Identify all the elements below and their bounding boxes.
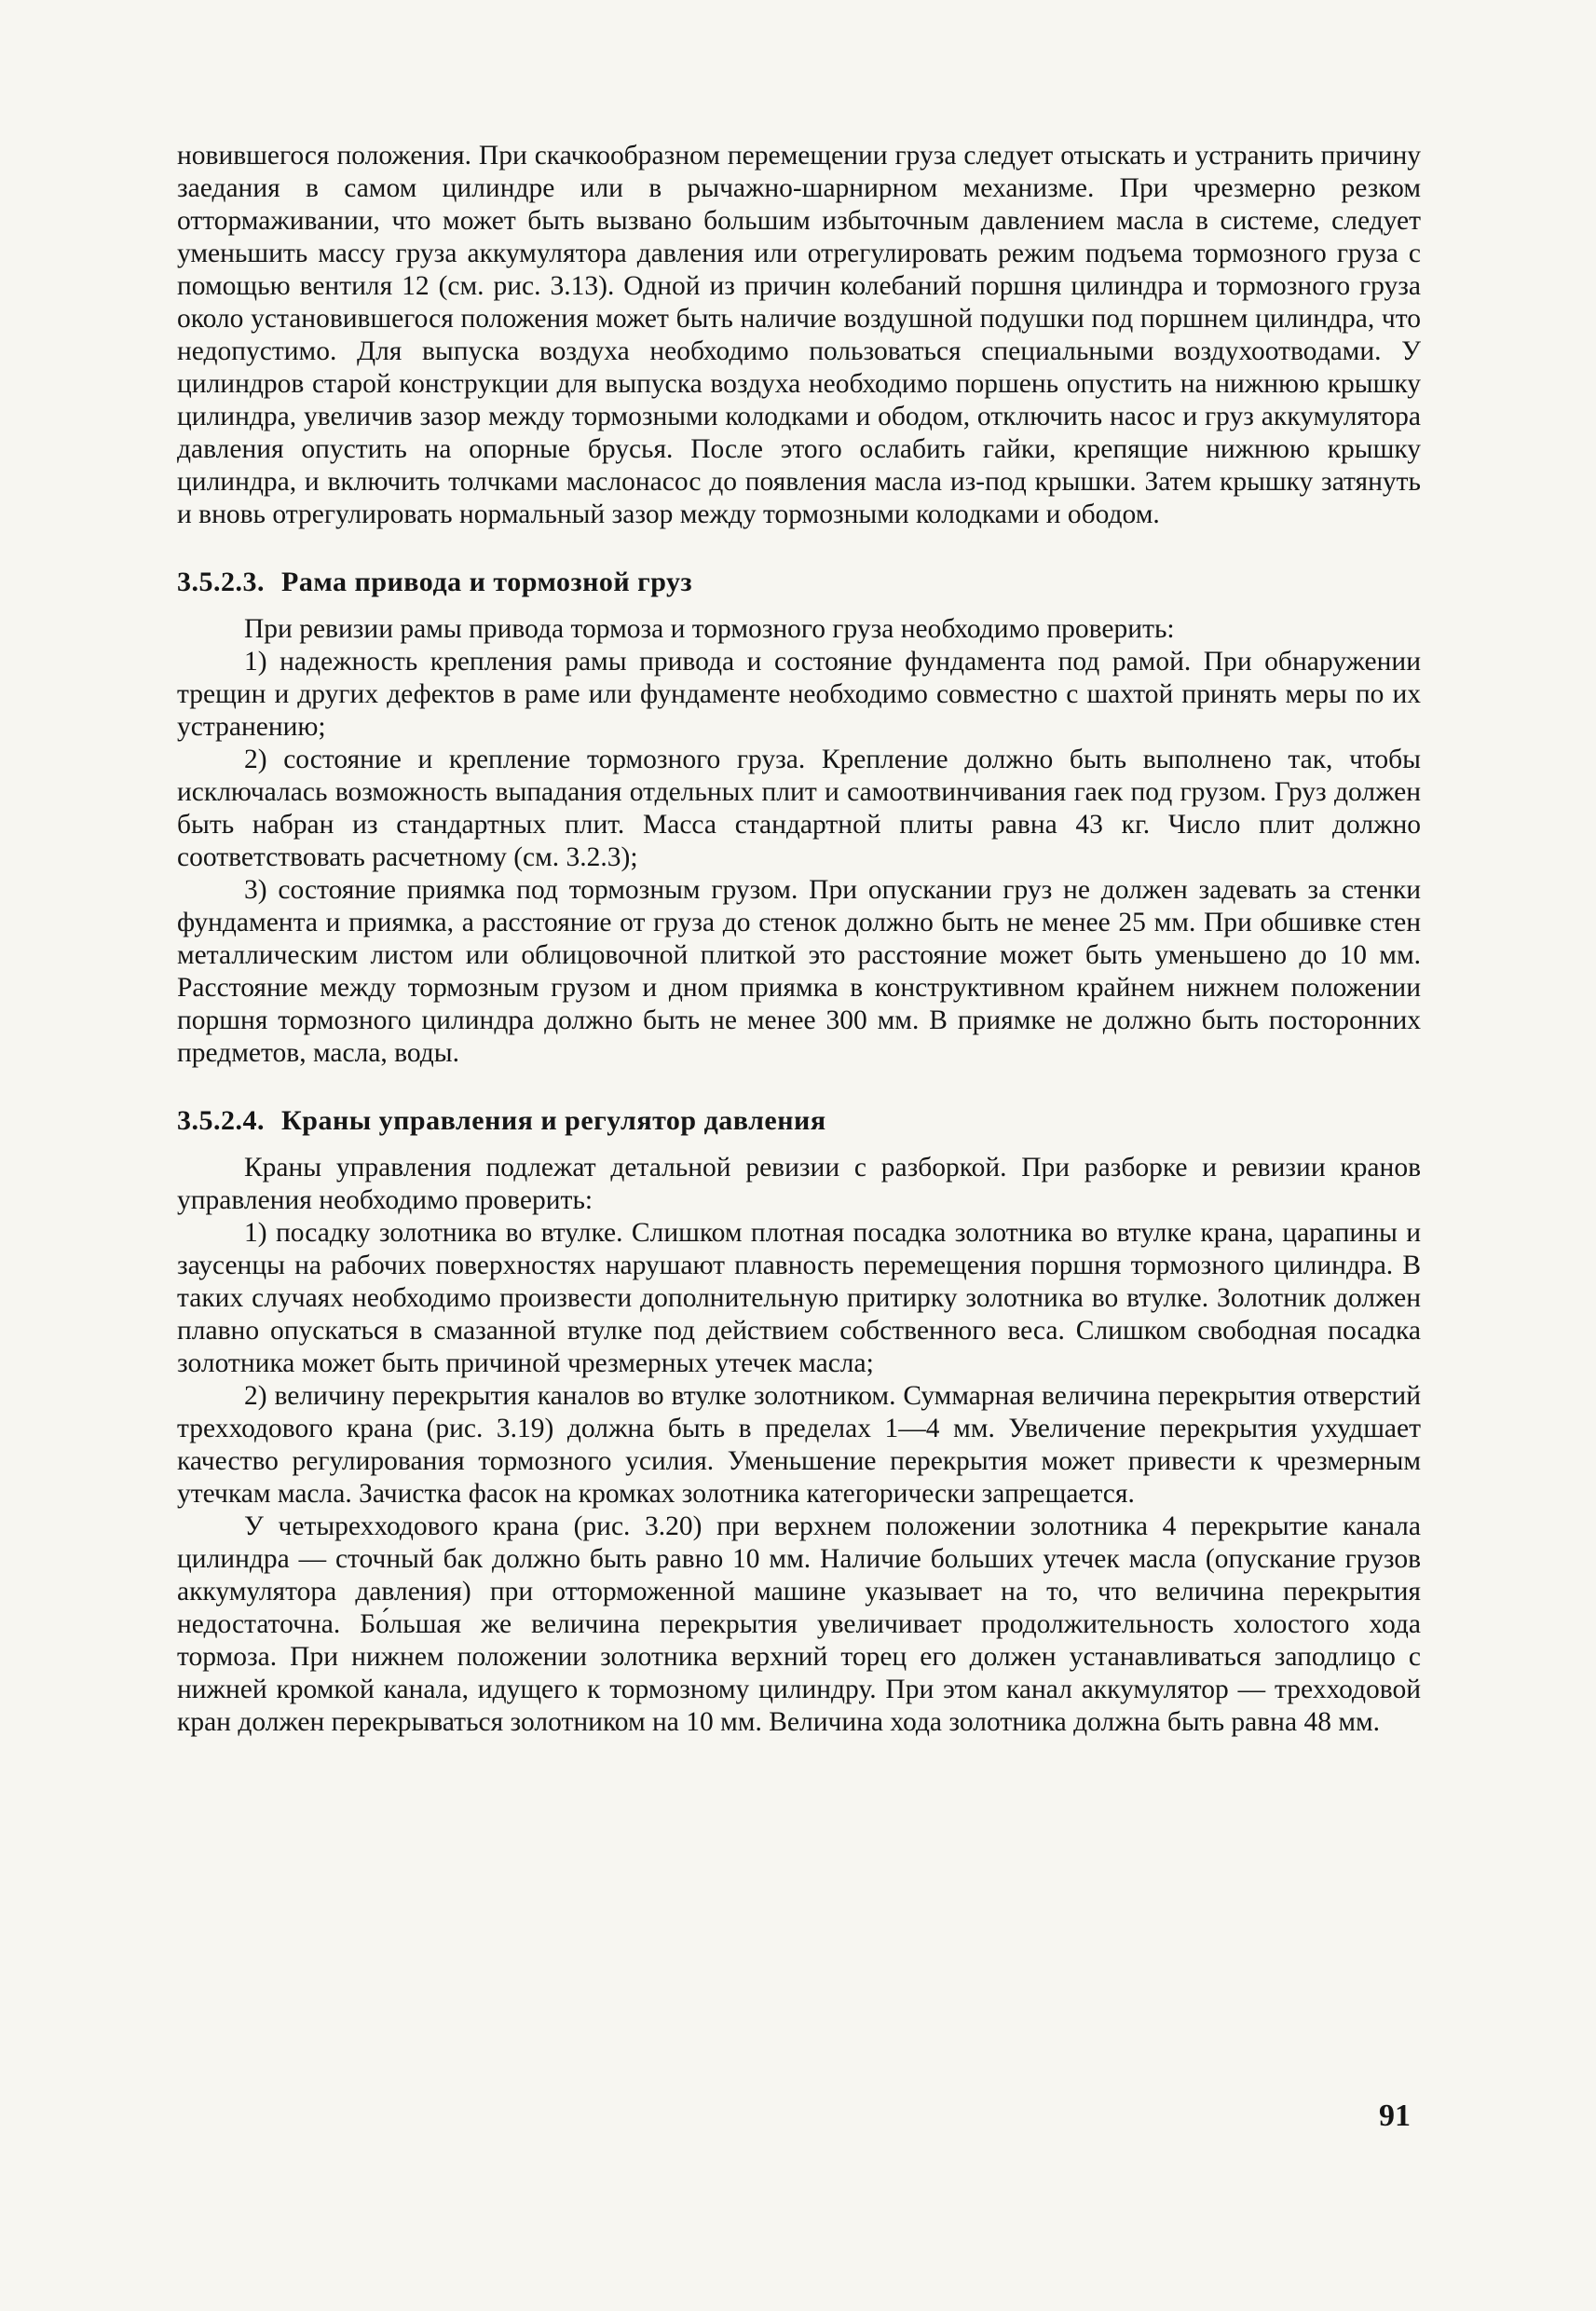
- section-heading-3-5-2-3: [177, 567, 1421, 598]
- list-item: 3) состояние приямка под тормозным грузом. При опускании груз не должен задевать за стенки фундамента и приямка, а расстояние от груза до стенок должно быть не менее 25 мм. При обшивке стен металлическим листом или облицовочной плиткой это расстояние может быть уменьшено до 10 мм. Расстояние между тормозным грузом и дном приямка в конструктивном крайнем нижнем положении поршня тормозного цилиндра должно быть не менее 300 мм. В приямке не должно быть посторонних предметов, масла, воды.: [177, 875, 1421, 1068]
- section-title-text: Рама привода и тормозной груз: [281, 567, 693, 597]
- list-item: 2) состояние и крепление тормозного груза. Крепление должно быть выполнено так, чтобы исключалась возможность выпадания отдельных плит и самоотвинчивания гаек под грузом. Груз должен быть набран из стандартных плит. Масса стандартной плиты равна 43 кг. Число плит должно соответствовать расчетному (см. 3.2.3);: [177, 745, 1421, 872]
- section-number: 3.5.2.3.: [177, 567, 265, 597]
- section-heading-3-5-2-4: [177, 1105, 1421, 1137]
- list-item: 1) посадку золотника во втулке. Слишком плотная посадка золотника во втулке крана, царапины и заусенцы на рабочих поверхностях нарушают плавность перемещения поршня тормозного цилиндра. В таких случаях необходимо произвести дополнительную притирку золотника во втулке. Золотник должен плавно опускаться в смазанной втулке под действием собственного веса. Слишком свободная посадка золотника может быть причиной чрезмерных утечек масла;: [177, 1218, 1421, 1378]
- intro-paragraph: новившегося положения. При скачкообразном перемещении груза следует отыскать и устранить причину заедания в самом цилиндре или в рычажно-шарнирном механизме. При чрезмерно резком оттормаживании, что может быть вызвано большим избыточным давлением масла в системе, следует уменьшить массу груза аккумулятора давления или отрегулировать режим подъема тормозного груза с помощью вентиля 12 (см. рис. 3.13). Одной из причин колебаний поршня цилиндра и тормозного груза около установившегося положения может быть наличие воздушной подушки под поршнем цилиндра, что недопустимо. Для выпуска воздуха необходимо пользоваться специальными воздухоотводами. У цилиндров старой конструкции для выпуска воздуха необходимо поршень опустить на нижнюю крышку цилиндра, увеличив зазор между тормозными колодками и ободом, отключить насос и груз аккумулятора давления опустить на опорные брусья. После этого ослабить гайки, крепящие нижнюю крышку цилиндра, и включить толчками маслонасос до появления масла из-под крышки. Затем крышку затянуть и вновь отрегулировать нормальный зазор между тормозными колодками и ободом.: [177, 141, 1421, 529]
- closing-paragraph: У четырехходового крана (рис. 3.20) при верхнем положении золотника 4 перекрытие канала цилиндра — сточный бак должно быть равно 10 мм. Наличие больших утечек масла (опускание грузов аккумулятора давления) при отторможенной машине указывает на то, что величина перекрытия недостаточна. Бо́льшая же величина перекрытия увеличивает продолжительность холостого хода тормоза. При нижнем положении золотника верхний торец его должен устанавливаться заподлицо с нижней кромкой канала, идущего к тормозному цилиндру. При этом канал аккумулятор — трехходовой кран должен перекрываться золотником на 10 мм. Величина хода золотника должна быть равна 48 мм.: [177, 1511, 1421, 1737]
- section-number: 3.5.2.4.: [177, 1105, 265, 1136]
- section-title-text: Краны управления и регулятор давления: [281, 1105, 826, 1136]
- list-item: 2) величину перекрытия каналов во втулке золотником. Суммарная величина перекрытия отверстий трехходового крана (рис. 3.19) должна быть в пределах 1—4 мм. Увеличение перекрытия ухудшает качество регулирования тормозного усилия. Уменьшение перекрытия может привести к чрезмерным утечкам масла. Зачистка фасок на кромках золотника категорически запрещается.: [177, 1381, 1421, 1509]
- section-lead: При ревизии рамы привода тормоза и тормозного груза необходимо проверить:: [244, 614, 1175, 644]
- section-lead: Краны управления подлежат детальной ревизии с разборкой. При разборке и ревизии кранов управления необходимо проверить:: [177, 1153, 1421, 1215]
- document-page: [177, 140, 1421, 1739]
- page-number: 91: [1379, 2099, 1411, 2133]
- list-item: 1) надежность крепления рамы привода и состояние фундамента под рамой. При обнаружении трещин и других дефектов в раме или фундаменте необходимо совместно с шахтой принять меры по их устранению;: [177, 647, 1421, 742]
